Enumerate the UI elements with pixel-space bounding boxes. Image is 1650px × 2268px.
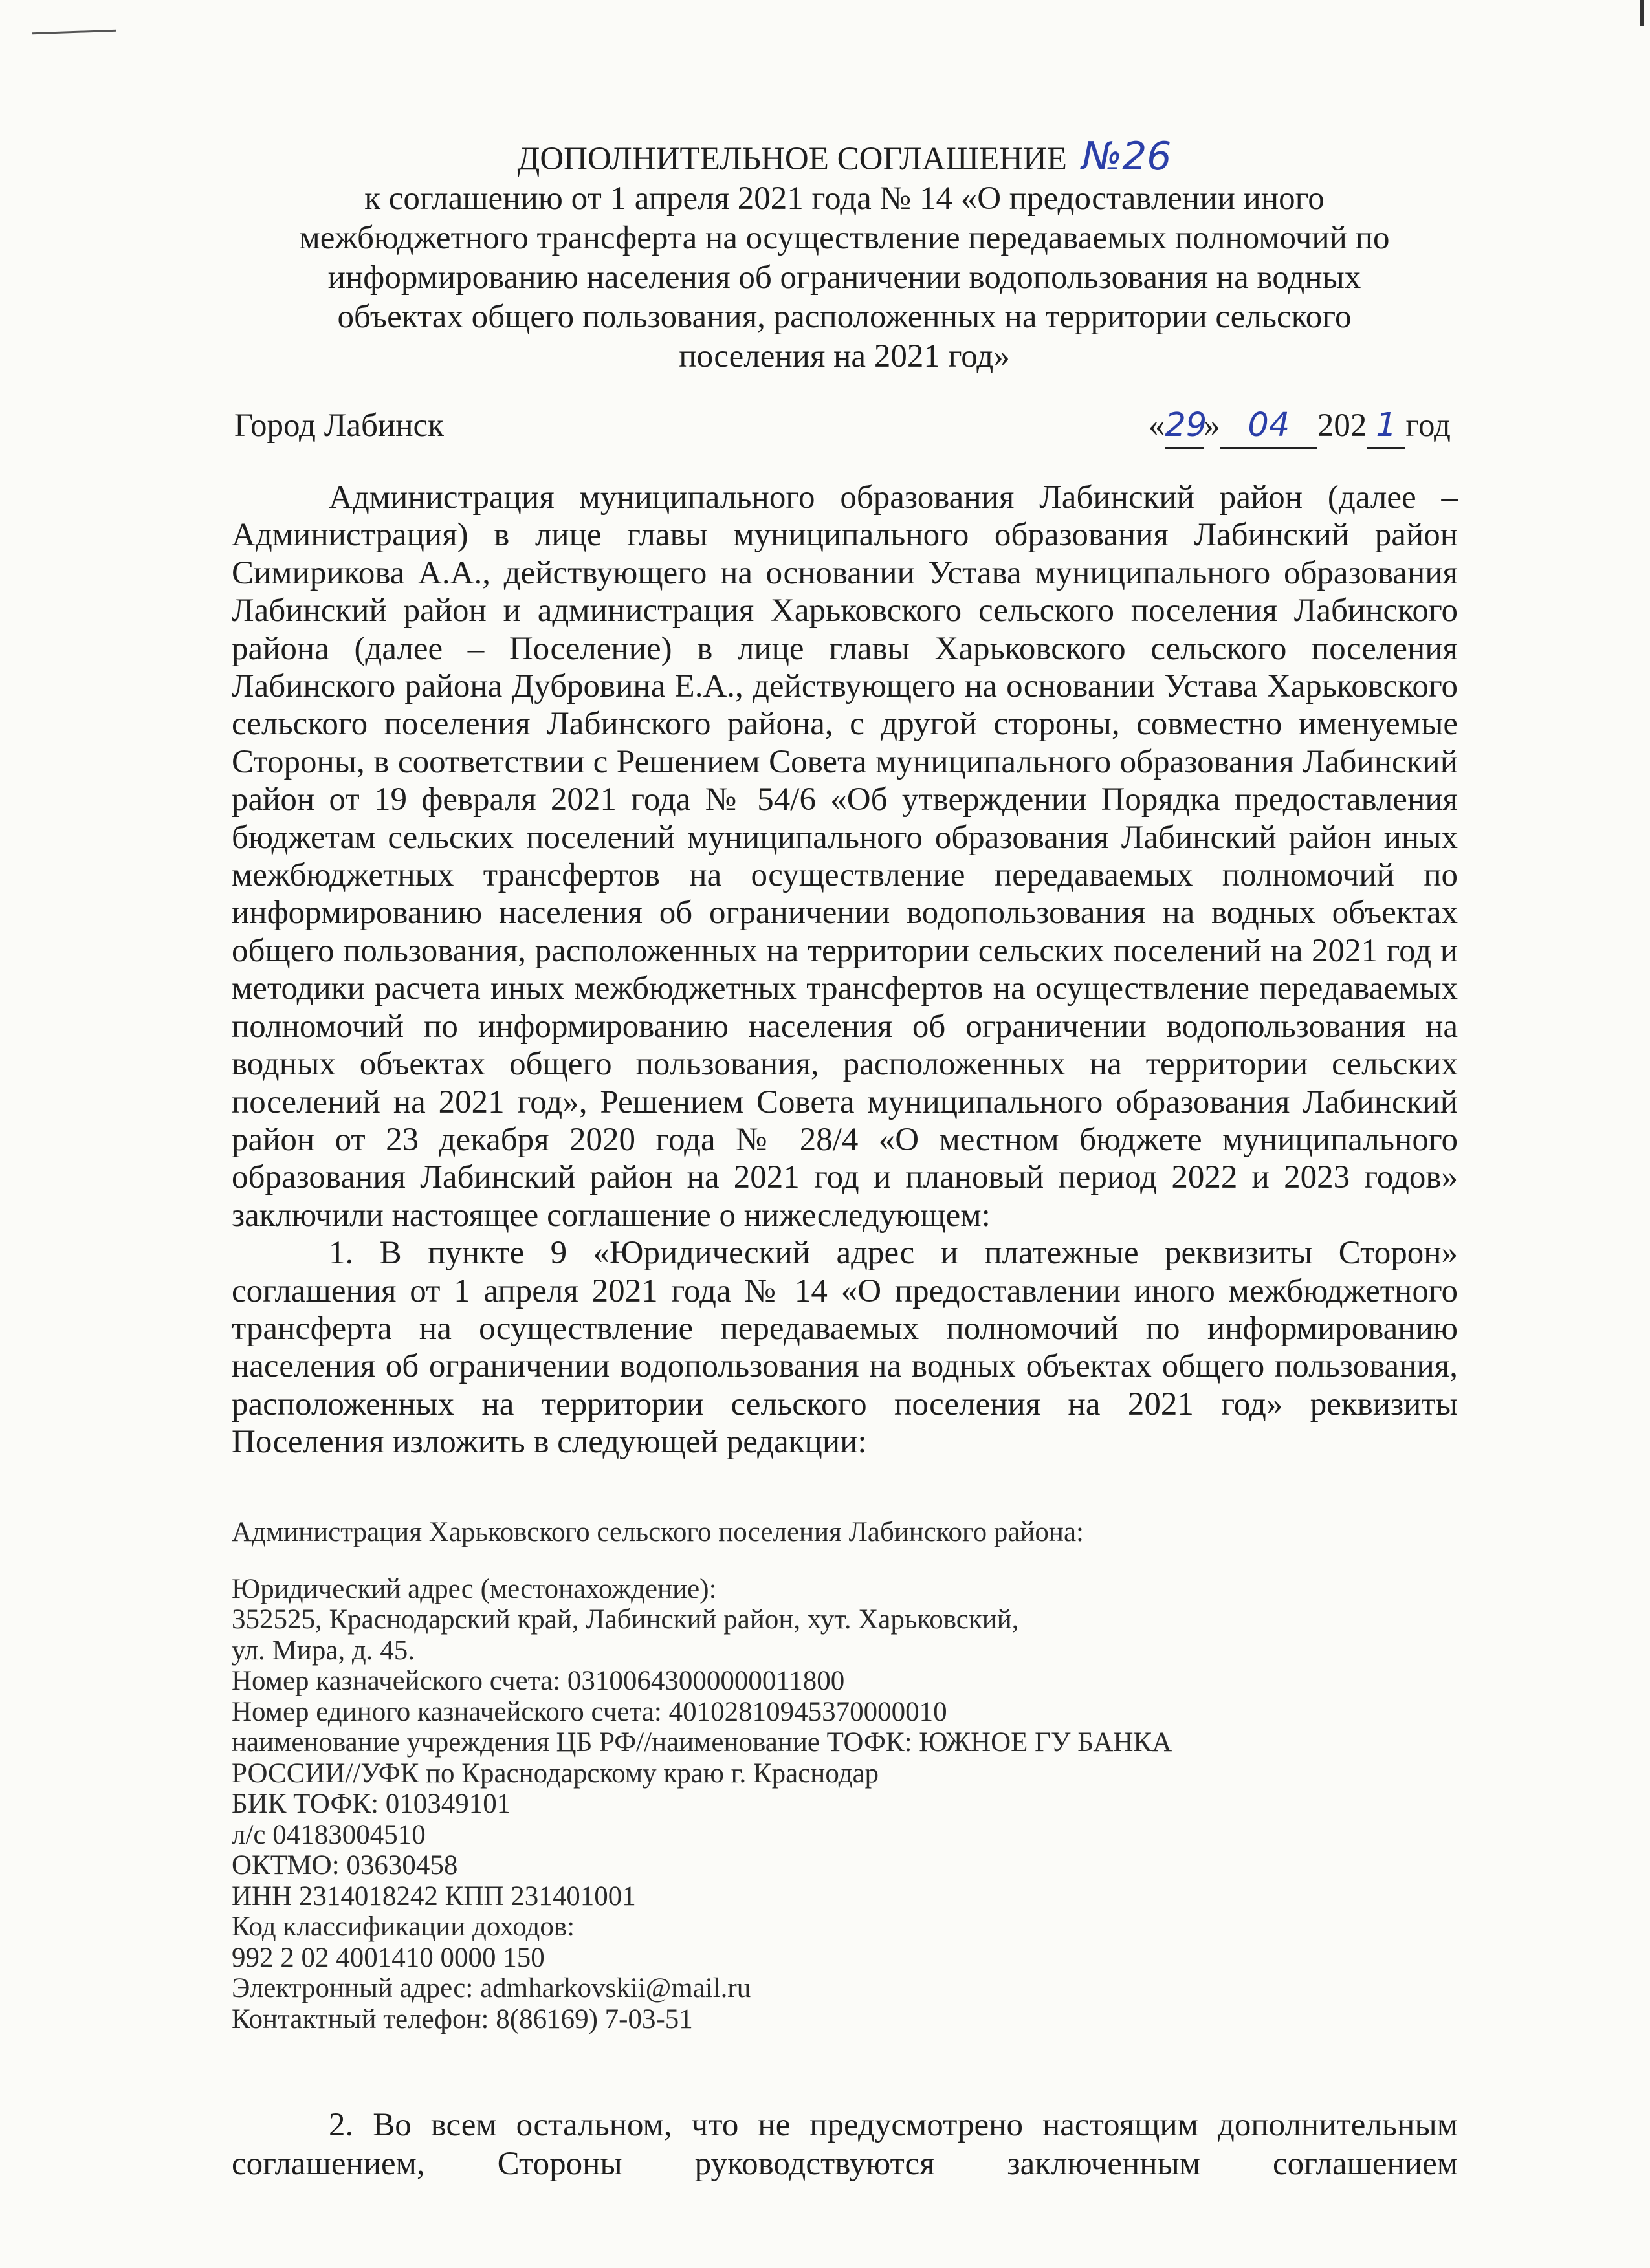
requisite-phone: Контактный телефон: 8(86169) 7-03-51 — [232, 2003, 693, 2034]
subtitle-line: поселения на 2021 год» — [679, 338, 1010, 375]
requisite-line: ул. Мира, д. 45. — [232, 1635, 415, 1666]
requisite-email: Электронный адрес: admharkovskii@mail.ru — [232, 1973, 751, 2003]
requisite-line: РОССИИ//УФК по Краснодарскому краю г. Краснодар — [232, 1758, 879, 1789]
place-date-row — [234, 404, 1451, 450]
requisite-line: наименование учреждения ЦБ РФ//наименование ТОФК: ЮЖНОЕ ГУ БАНКА — [232, 1727, 1172, 1758]
date-open-quote: « — [1148, 408, 1165, 444]
document-date — [1149, 404, 1451, 449]
city-name: Город Лабинск — [234, 408, 444, 444]
requisite-line: Код классификации доходов: — [232, 1912, 575, 1942]
preamble-paragraph: Администрация муниципального образования Лабинский район (далее – Администрация) в лице главы муниципального образования Лабинский район Симирикова А.А., действующего на основании Устава муниципального образования Лабинский район и администрация Харьковского сельского поселения Лабинского района (далее – Поселение) в лице главы Харьковского сельского поселения Лабинского района Дубровина Е.А., действующего на основании Устава Харьковского сельского поселения Лабинского района, с другой стороны, совместно именуемые Стороны, в соответствии с Решением Совета муниципального образования Лабинский район от 19 февраля 2021 года № 54/6 «Об утверждении Порядка предоставления бюджетам сельских поселений муниципального образования Лабинский район иных межбюджетных трансфертов на осуществление передаваемых полномочий по информированию населения об ограничении водопользования на водных объектах общего пользования, расположенных на территории сельских поселений на 2021 год и методики расчета иных межбюджетных трансфертов на осуществление передаваемых полномочий по информированию населения об ограничении водопользования на водных объектах общего пользования, расположенных на территории сельских поселений на 2021 год», Решением Совета муниципального образования Лабинский район от 23 декабря 2020 года № 28/4 «О местном бюджете муниципального образования Лабинский район на 2021 год и плановый период 2022 и 2023 годов» заключили настоящее соглашение о нижеследующем: — [232, 479, 1458, 1234]
date-day: 29 — [1165, 404, 1204, 449]
requisite-line: ИНН 2314018242 КПП 231401001 — [232, 1881, 636, 1912]
requisite-line: ОКТМО: 03630458 — [232, 1850, 458, 1881]
requisite-line: 352525, Краснодарский край, Лабинский район, хут. Харьковский, — [232, 1604, 1019, 1635]
subtitle-line: объектах общего пользования, расположенных на территории сельского — [337, 299, 1352, 335]
date-month: 04 — [1220, 404, 1317, 449]
clause-2-line-1: 2. Во всем остальном, что не предусмотрено настоящим дополнительным — [329, 2107, 1458, 2143]
requisites-heading: Администрация Харьковского сельского поселения Лабинского района: — [232, 1517, 1084, 1547]
requisite-line: БИК ТОФК: 010349101 — [232, 1789, 511, 1819]
document-title: ДОПОЛНИТЕЛЬНОЕ СОГЛАШЕНИЕ — [517, 141, 1067, 177]
date-suffix: год — [1405, 408, 1451, 444]
agreement-body — [232, 479, 1458, 1461]
handwritten-number: №26 — [1081, 134, 1172, 179]
requisites-block — [232, 1517, 1461, 2034]
date-close-quote: » — [1204, 408, 1220, 444]
requisite-line: л/с 04183004510 — [232, 1819, 426, 1850]
title-row — [214, 134, 1475, 179]
requisite-line: Номер единого казначейского счета: 40102810945370000010 — [232, 1696, 947, 1727]
clause-2-line-2: соглашением, Стороны руководствуются заключенным соглашением — [232, 2146, 1458, 2182]
subtitle-line: межбюджетного трансферта на осуществление передаваемых полномочий по — [299, 220, 1390, 256]
scan-artifact — [32, 30, 116, 35]
clause-1-paragraph: 1. В пункте 9 «Юридический адрес и платежные реквизиты Сторон» соглашения от 1 апреля 2021 года № 14 «О предоставлении иного межбюджетного трансферта на осуществление передаваемых полномочий по информированию населения об ограничении водопользования на водных объектах общего пользования, расположенных на территории сельского поселения на 2021 год» реквизиты Поселения изложить в следующей редакции: — [232, 1235, 1458, 1461]
date-year-prefix: 202 — [1317, 408, 1367, 444]
date-year-digit: 1 — [1367, 404, 1405, 449]
clause-2 — [232, 2106, 1458, 2183]
requisite-line: Юридический адрес (местонахождение): — [232, 1573, 717, 1604]
requisite-line: 992 2 02 4001410 0000 150 — [232, 1942, 545, 1973]
subtitle-line: информированию населения об ограничении водопользования на водных — [327, 259, 1361, 296]
scan-artifact — [1640, 0, 1644, 26]
requisite-line: Номер казначейского счета: 03100643000000011800 — [232, 1666, 845, 1696]
subtitle-line: к соглашению от 1 апреля 2021 года № 14 «О предоставлении иного — [364, 180, 1325, 217]
document-header — [214, 134, 1475, 376]
